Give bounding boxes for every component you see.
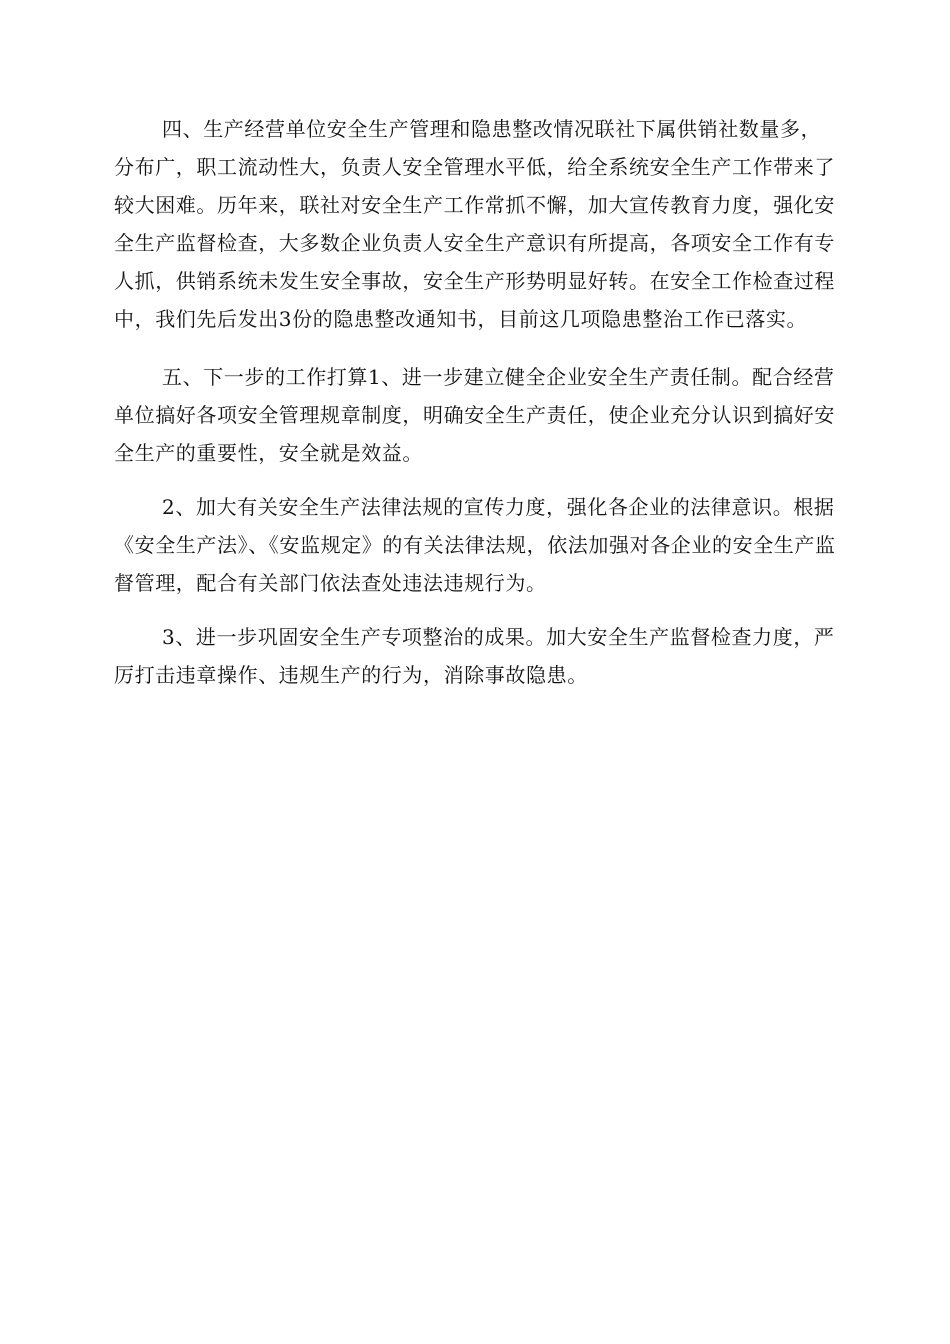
paragraph-section-four: 四、生产经营单位安全生产管理和隐患整改情况联社下属供销社数量多，分布广，职工流动性大，负责人安全管理水平低，给全系统安全生产工作带来了较大困难。历年来，联社对安全生产工作常抓不懈，加大宣传教育力度，强化安全生产监督检查，大多数企业负责人安全生产意识有所提高，各项安全工作有专人抓，供销系统未发生安全事故，安全生产形势明显好转。在安全工作检查过程中，我们先后发出3份的隐患整改通知书，目前这几项隐患整治工作已落实。 [114,117,835,331]
paragraph-item-three: 3、进一步巩固安全生产专项整治的成果。加大安全生产监督检查力度，严厉打击违章操作、违规生产的行为，消除事故隐患。 [114,625,835,687]
paragraph-section-five: 五、下一步的工作打算1、进一步建立健全企业安全生产责任制。配合经营单位搞好各项安全管理规章制度，明确安全生产责任，使企业充分认识到搞好安全生产的重要性，安全就是效益。 [114,365,835,465]
document-body [114,110,836,710]
paragraph-item-two: 2、加大有关安全生产法律法规的宣传力度，强化各企业的法律意识。根据《安全生产法》、《安监规定》的有关法律法规，依法加强对各企业的安全生产监督管理，配合有关部门依法查处违法违规行为。 [114,495,836,595]
